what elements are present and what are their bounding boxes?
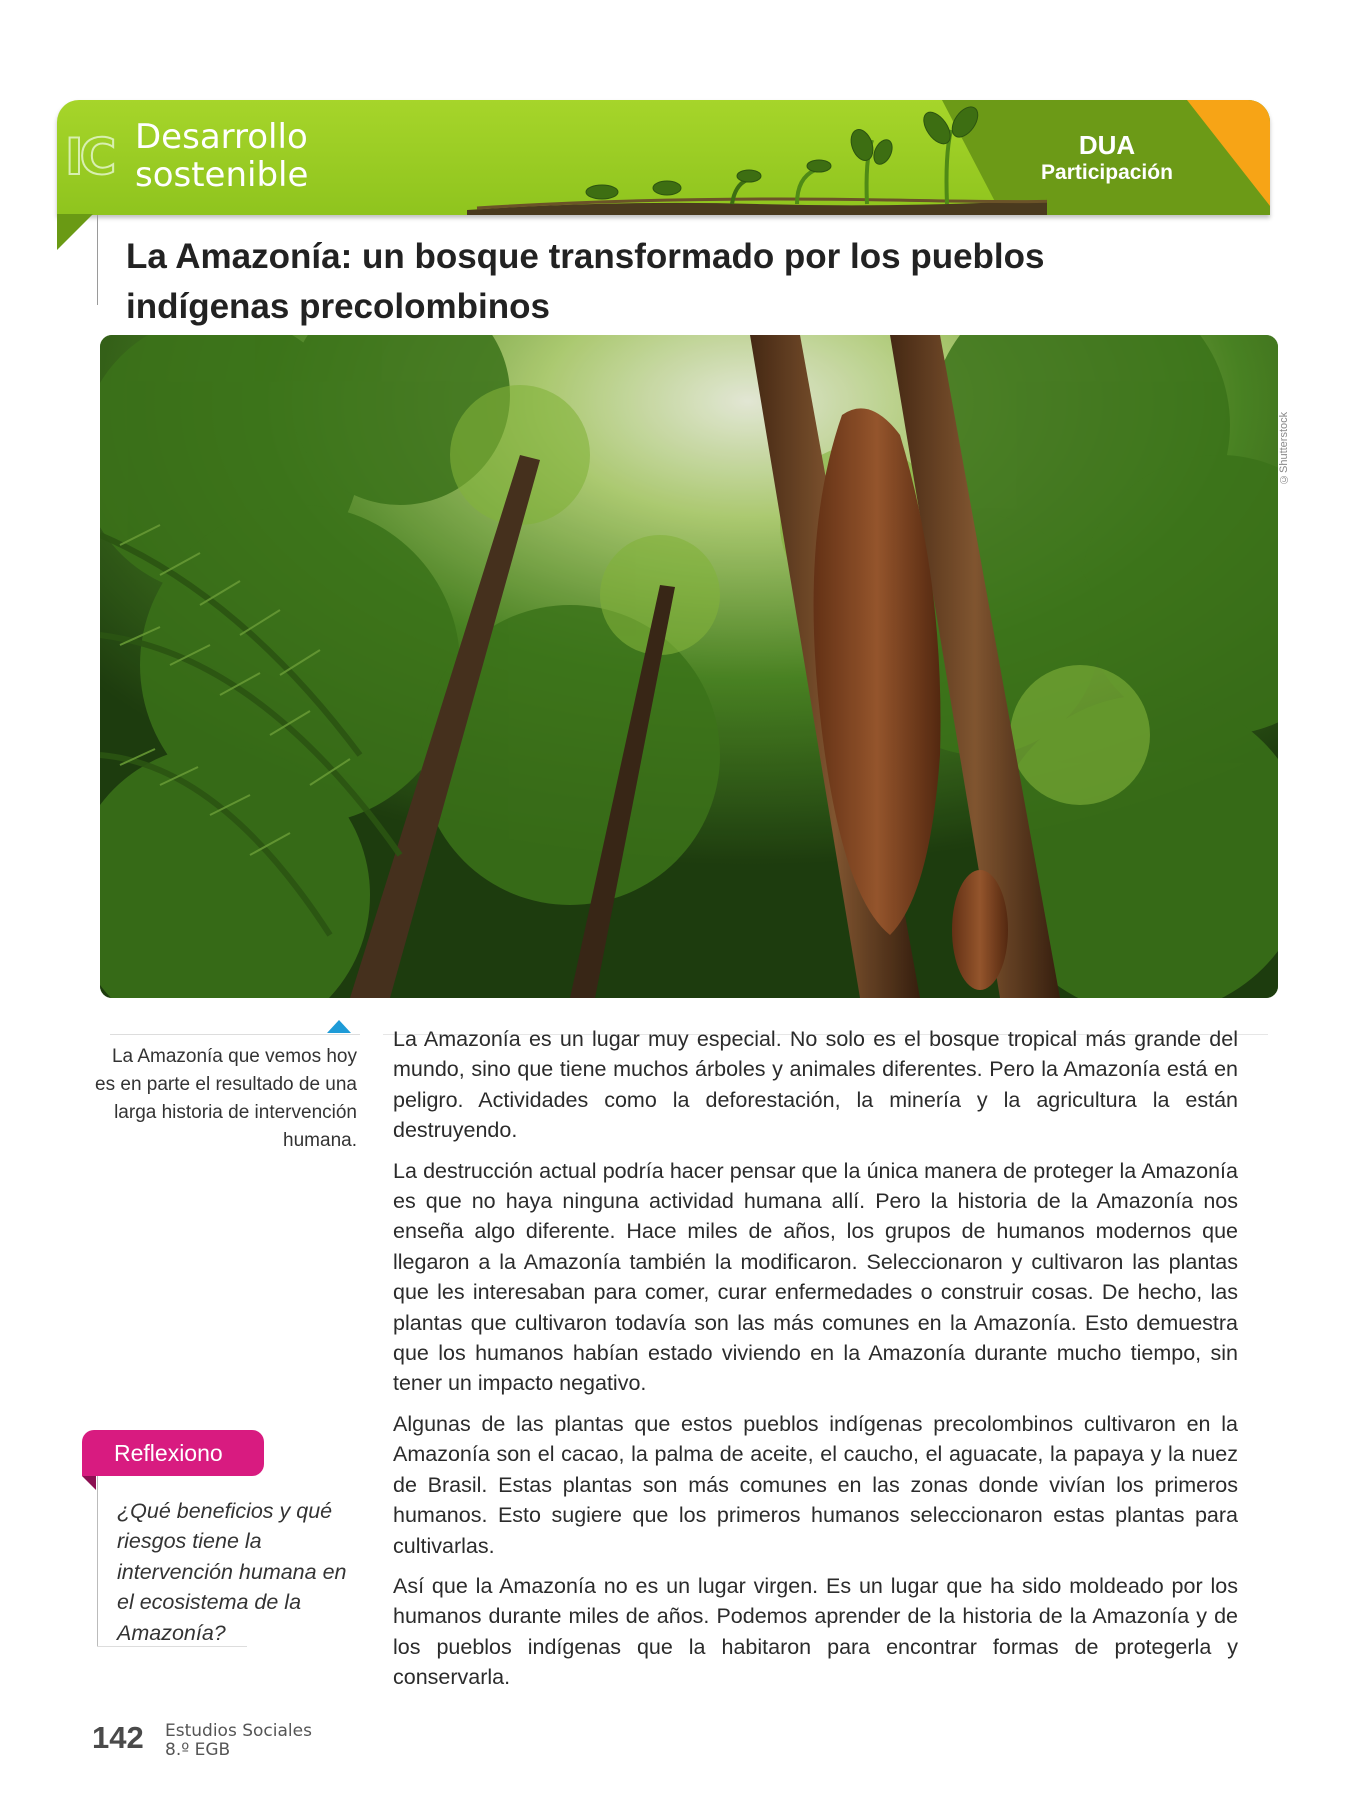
reflexiono-question: ¿Qué beneficios y qué riesgos tiene la intervención humana en el ecosistema de la Amazonía? bbox=[117, 1499, 347, 1645]
body-paragraph-3: Algunas de las plantas que estos pueblos indígenas precolombinos cultivaron en la Amazonía son el cacao, la palma de aceite, el caucho, el aguacate, la papaya y la nuez de Brasil. Estas plantas son más comunes en las zonas donde vivían los primeros humanos. Esto sugiere que los primeros humanos seleccionaron estas plantas para cultivarlas. bbox=[393, 1411, 1238, 1558]
body-paragraph-4: Así que la Amazonía no es un lugar virgen. Es un lugar que ha sido moldeado por los humanos durante miles de años. Podemos aprender de la historia de la Amazonía y de los pueblos indígenas que la habitaron para encontrar formas de protegerla y conservarla. bbox=[393, 1573, 1238, 1690]
photo-caption: La Amazonía que vemos hoy es en parte el resultado de una larga historia de intervención humana. bbox=[95, 1046, 357, 1151]
photo-credit: ©Shutterstock bbox=[1278, 411, 1290, 485]
dua-badge bbox=[1007, 130, 1207, 186]
body-paragraph-1: La Amazonía es un lugar muy especial. No solo es el bosque tropical más grande del mundo, sino que tiene muchos árboles y animales diferentes. Pero la Amazonía está en peligro. Actividades como la deforestación, la minería y la agricultura la están destruyendo. bbox=[393, 1027, 1238, 1143]
section-title bbox=[135, 118, 308, 194]
caption-arrow-icon bbox=[327, 1020, 351, 1033]
rainforest-photo bbox=[100, 335, 1278, 998]
caption-rule bbox=[110, 1034, 360, 1035]
footer-subject: Estudios Sociales bbox=[165, 1721, 312, 1741]
footer-grade: 8.º EGB bbox=[165, 1740, 231, 1760]
reflexiono-tab: Reflexiono bbox=[82, 1430, 264, 1476]
section-banner bbox=[57, 100, 1270, 215]
dua-label: DUA bbox=[1078, 130, 1136, 160]
rainforest-image bbox=[100, 335, 1278, 998]
dua-sublabel: Participación bbox=[1041, 161, 1173, 184]
section-title-line2: sostenible bbox=[135, 155, 309, 195]
sprouts-illustration-icon bbox=[467, 100, 1047, 215]
reflexiono-rule bbox=[97, 1476, 98, 1646]
title-rule bbox=[97, 215, 98, 305]
body-paragraph-2: La destrucción actual podría hacer pensar que la única manera de proteger la Amazonía es que no haya ninguna actividad humana allí. Pero la historia de la Amazonía nos enseña algo diferente. Hace miles de años, los grupos de humanos modernos que llegaron a la Amazonía también la modificaron. Seleccionaron y cultivaron las plantas que les interesaban para comer, curar enfermedades o construir cosas. De hecho, las plantas que cultivaron todavía son las más comunes en la Amazonía. Esto demuestra que los humanos habían estado viviendo en la Amazonía durante mucho tiempo, sin tener un impacto negativo. bbox=[393, 1158, 1238, 1396]
page-title bbox=[126, 232, 1126, 332]
reflexiono-fold bbox=[82, 1476, 96, 1490]
page-title-line1: La Amazonía: un bosque transformado por los pueblos bbox=[126, 237, 1045, 276]
section-title-line1: Desarrollo bbox=[135, 117, 308, 157]
page-number: 142 bbox=[92, 1720, 144, 1755]
body-text bbox=[393, 1024, 1238, 1703]
ic-logo-icon: IC bbox=[65, 128, 113, 186]
page-title-line2: indígenas precolombinos bbox=[126, 287, 550, 326]
banner-fold bbox=[57, 214, 93, 250]
